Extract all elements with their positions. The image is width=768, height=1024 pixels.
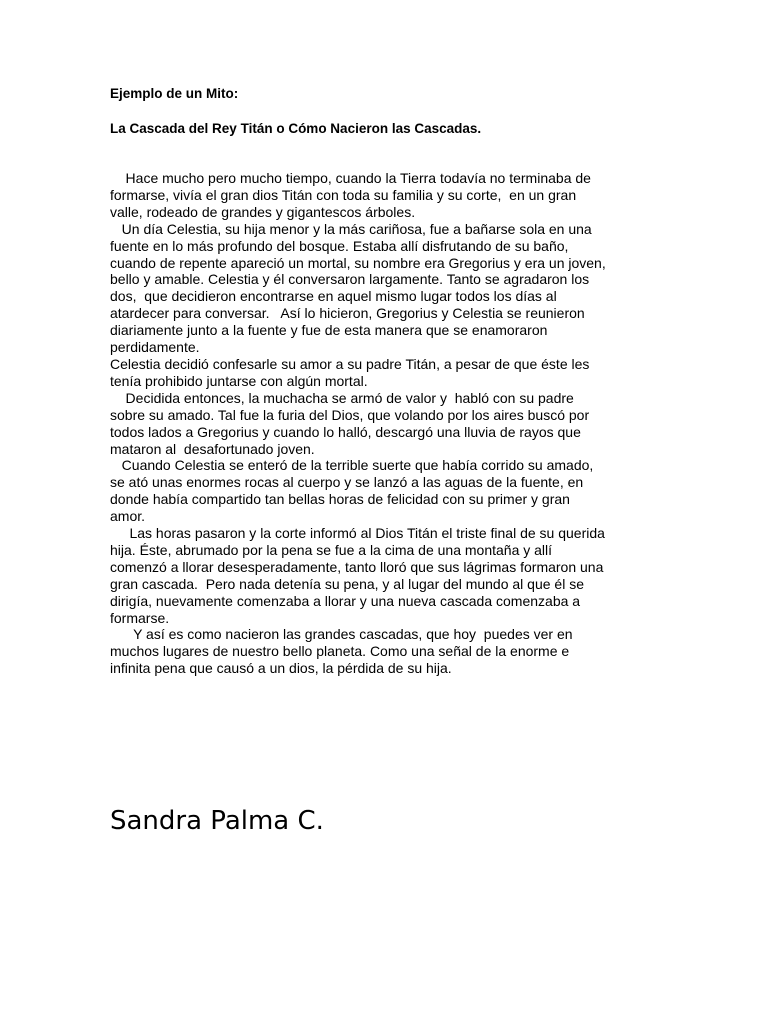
story-body	[110, 170, 670, 677]
story-paragraph: Un día Celestia, su hija menor y la más cariñosa, fue a bañarse sola en una fuente en lo más profundo del bosque. Estaba allí disfrutando de su baño, cuando de repente apareció un mortal, su nombre era Gregorius y era un joven, bello y amable. Celestia y él conversaron largamente. Tanto se agradaron los dos, que decidieron encontrarse en aquel mismo lugar todos los días al atardecer para conversar. Así lo hicieron, Gregorius y Celestia se reunieron diariamente junto a la fuente y fue de esta manera que se enamoraron perdidamente.	[110, 220, 606, 356]
document-label: Ejemplo de un Mito:	[110, 86, 239, 101]
story-paragraph: Cuando Celestia se enteró de la terrible suerte que había corrido su amado, se ató unas enormes rocas al cuerpo y se lanzó a las aguas de la fuente, en donde había compartido tan bellas horas de felicidad con su primer y gran amor.	[110, 457, 594, 525]
story-paragraph: Celestia decidió confesarle su amor a su padre Titán, a pesar de que éste les tenía prohibido juntarse con algún mortal.	[110, 355, 590, 389]
author-signature: Sandra Palma C.	[110, 806, 324, 836]
story-paragraph: Hace mucho pero mucho tiempo, cuando la Tierra todavía no terminaba de formarse, vivía el gran dios Titán con toda su familia y su corte, en un gran valle, rodeado de grandes y gigantescos árboles.	[110, 170, 591, 220]
story-paragraph: Las horas pasaron y la corte informó al Dios Titán el triste final de su querida hija. Éste, abrumado por la pena se fue a la cima de una montaña y allí comenzó a llorar desesperadamente, tanto lloró que sus lágrimas formaron una gran cascada. Pero nada detenía su pena, y al lugar del mundo al que él se dirigía, nuevamente comenzaba a llorar y una nueva cascada comenzaba a formarse.	[110, 525, 605, 626]
story-paragraph: Decidida entonces, la muchacha se armó de valor y habló con su padre sobre su amado. Tal fue la furia del Dios, que volando por los aires buscó por todos lados a Gregorius y cuando lo halló, descargó una lluvia de rayos que mataron al desafortunado joven.	[110, 389, 590, 457]
document-title: La Cascada del Rey Titán o Cómo Nacieron las Cascadas.	[110, 121, 482, 136]
story-paragraph: Y así es como nacieron las grandes cascadas, que hoy puedes ver en muchos lugares de nuestro bello planeta. Como una señal de la enorme e infinita pena que causó a un dios, la pérdida de su hija.	[110, 626, 573, 677]
